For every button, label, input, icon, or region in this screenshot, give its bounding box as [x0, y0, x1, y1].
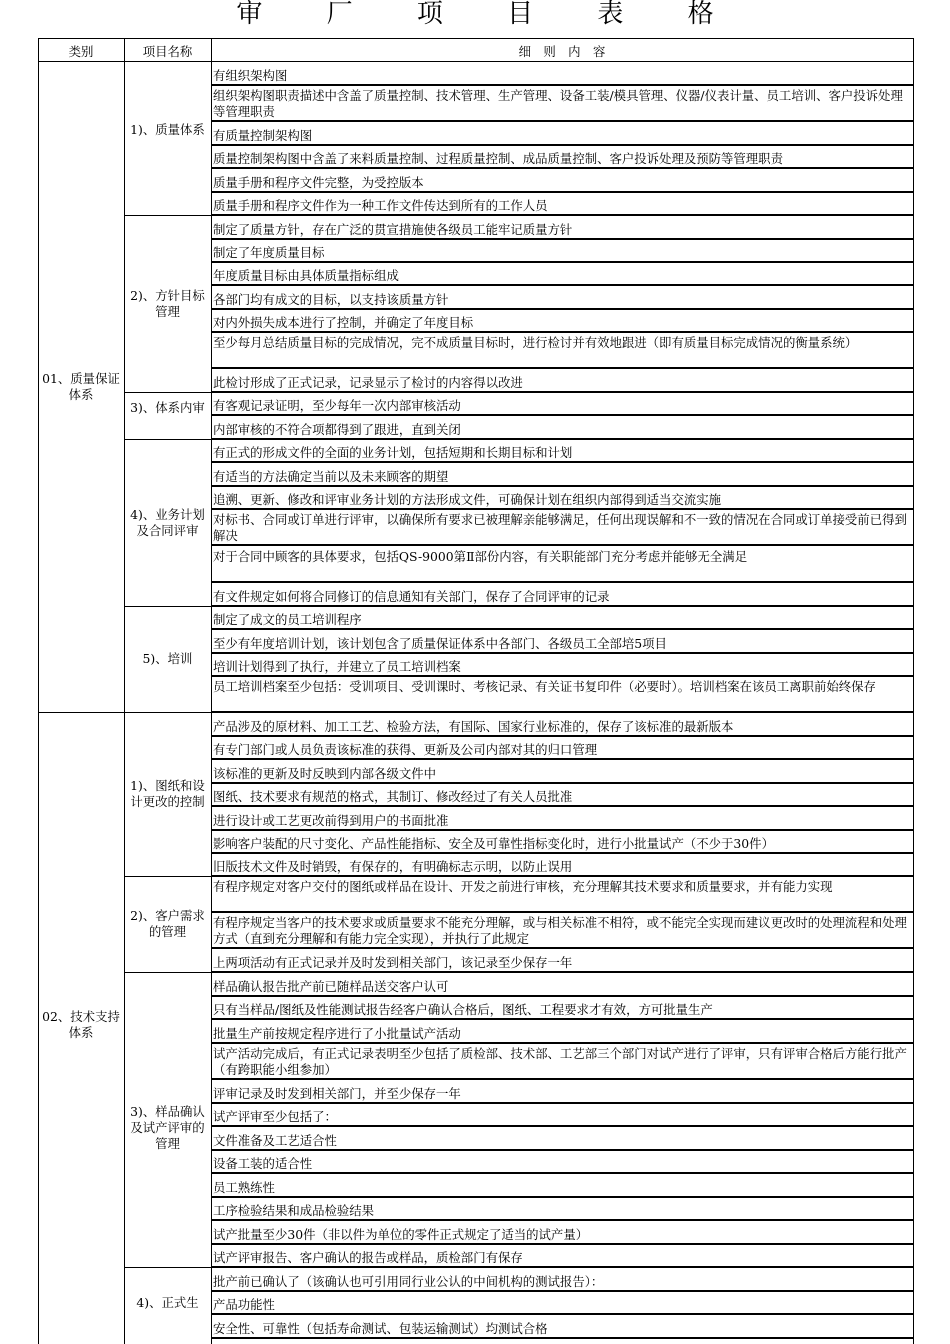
detail-row: 上两项活动有正式记录并及时发到相关部门，该记录至少保存一年 [213, 955, 573, 970]
item-divider [124, 972, 211, 973]
row-divider [211, 84, 914, 86]
row-divider [211, 735, 914, 737]
item-divider [124, 215, 211, 216]
row-divider [211, 261, 914, 263]
row-divider [211, 805, 914, 807]
detail-row: 工序检验结果和成品检验结果 [213, 1203, 375, 1218]
row-divider [211, 284, 914, 286]
item-name: 4)、正式生 [136, 1294, 199, 1310]
detail-row: 图纸、技术要求有规范的格式，其制订、修改经过了有关人员批准 [213, 789, 573, 804]
detail-row: 有组织架构图 [213, 68, 288, 83]
detail-row: 对标书、合同或订单进行评审，以确保所有要求已被理解亲能够满足，任何出现误解和不一致的情况在合同或订单接受前已得到解决 [213, 512, 907, 543]
header-divider [38, 61, 914, 62]
row-divider [211, 1219, 914, 1221]
item-name: 5)、培训 [142, 651, 193, 666]
row-divider [211, 1313, 914, 1315]
detail-row: 培训计划得到了执行，并建立了员工培训档案 [213, 659, 461, 674]
row-divider [211, 508, 914, 510]
row-divider [211, 1149, 914, 1151]
detail-row: 该标准的更新及时反映到内部各级文件中 [213, 766, 437, 781]
row-divider [211, 308, 914, 310]
detail-row: 影响客户装配的尺寸变化、产品性能指标、安全及可靠性指标变化时，进行小批量试产（不少于30件） [213, 836, 774, 851]
detail-row: 至少每月总结质量目标的完成情况，完不成质量目标时，进行检讨并有效地跟进（即有质量目标完成情况的衡量系统） [213, 335, 858, 350]
row-divider [211, 1337, 914, 1339]
detail-row: 有专门部门或人员负责该标准的获得、更新及公司内部对其的归口管理 [213, 742, 598, 757]
detail-row: 产品涉及的原材料、加工工艺、检验方法，有国际、国家行业标准的，保存了该标准的最新版本 [213, 719, 734, 734]
detail-row: 至少有年度培训计划，该计划包含了质量保证体系中各部门、各级员工全部培5项目 [213, 636, 667, 651]
border-left [38, 38, 39, 1344]
detail-row: 质量控制架构图中含盖了来料质量控制、过程质量控制、成品质量控制、客户投诉处理及预防等管理职责 [213, 151, 783, 166]
item-name: 3)、体系内审 [130, 399, 205, 415]
item-name: 3)、样品确认及试产评审的管理 [130, 1103, 205, 1151]
row-divider [211, 605, 914, 607]
category-label: 02、技术支持体系 [42, 1009, 120, 1040]
row-divider [211, 1266, 914, 1268]
detail-row: 产品功能性 [213, 1297, 275, 1312]
detail-row: 员工培训档案至少包括：受训项目、受训课时、考核记录、有关证书复印件（必要时）。培训档案在该员工离职前始终保存 [213, 679, 876, 694]
row-divider [211, 238, 914, 240]
item-name: 2)、客户需求的管理 [130, 908, 205, 939]
detail-row: 追溯、更新、修改和评审业务计划的方法形成文件，可确保计划在组织内部得到适当交流实施 [213, 492, 722, 507]
detail-row: 评审记录及时发到相关部门，并至少保存一年 [213, 1086, 461, 1101]
row-divider [211, 144, 914, 146]
detail-row: 员工熟练性 [213, 1180, 275, 1195]
detail-row: 内部审核的不符合项都得到了跟进，直到关闭 [213, 422, 461, 437]
detail-row: 质量手册和程序文件完整，为受控版本 [213, 175, 424, 190]
row-divider [211, 1125, 914, 1127]
row-divider [211, 331, 914, 333]
row-divider [211, 1172, 914, 1174]
detail-row: 有质量控制架构图 [213, 128, 313, 143]
row-divider [211, 1196, 914, 1198]
row-divider [211, 971, 914, 973]
row-divider [211, 1243, 914, 1245]
item-name: 4)、业务计划及合同评审 [130, 506, 205, 538]
detail-row: 旧版技术文件及时销毁，有保存的，有明确标志示明，以防止误用 [213, 859, 573, 874]
row-divider [211, 1018, 914, 1020]
item-name: 2)、方针目标管理 [130, 287, 205, 319]
detail-row: 对于合同中顾客的具体要求，包括QS-9000第Ⅱ部份内容，有关职能部门充分考虑并能够无全满足 [213, 549, 748, 564]
detail-row: 试产批量至少30件（非以件为单位的零件正式规定了适当的试产量） [213, 1227, 589, 1242]
detail-row: 进行设计或工艺更改前得到用户的书面批准 [213, 813, 449, 828]
row-divider [211, 461, 914, 463]
detail-row: 安全性、可靠性（包括寿命测试、包装运输测试）均测试合格 [213, 1321, 548, 1336]
row-divider [211, 782, 914, 784]
row-divider [211, 485, 914, 487]
detail-row: 有文件规定如何将合同修订的信息通知有关部门，保存了合同评审的记录 [213, 589, 610, 604]
row-divider [211, 675, 914, 677]
row-divider [211, 995, 914, 997]
detail-row: 制定了质量方针，存在广泛的贯宣措施使各级员工能牢记质量方针 [213, 222, 573, 237]
row-divider [211, 628, 914, 630]
detail-row: 各部门均有成文的目标，以支持该质量方针 [213, 292, 449, 307]
detail-row: 制定了成文的员工培训程序 [213, 612, 362, 627]
page-title: 审 厂 项 目 表 格 [236, 0, 742, 29]
row-divider [211, 1042, 914, 1044]
detail-row: 有客观记录证明，至少每年一次内部审核活动 [213, 398, 461, 413]
border-top [38, 38, 914, 39]
item-divider [124, 1267, 211, 1268]
header-category: 类别 [68, 44, 94, 59]
row-divider [211, 581, 914, 583]
detail-row: 文件准备及工艺适合性 [213, 1133, 337, 1148]
item-name: 1)、图纸和设计更改的控制 [130, 778, 205, 809]
detail-row: 此检讨形成了正式记录，记录显示了检讨的内容得以改进 [213, 375, 523, 390]
detail-row: 有程序规定当客户的技术要求或质量要求不能充分理解，或与相关标准不相符，或不能完全实现而建议更改时的处理流程和处理方式（直到充分理解和有能力完全实现），并执行了此规定 [213, 915, 907, 946]
detail-row: 年度质量目标由具体质量指标组成 [213, 268, 399, 283]
detail-row: 批产前已确认了（该确认也可引用同行业公认的中间机构的测试报告）： [213, 1274, 604, 1289]
detail-row: 样品确认报告批产前已随样品送交客户认可 [213, 979, 449, 994]
row-divider [211, 167, 914, 169]
row-divider [211, 214, 914, 216]
row-divider [211, 652, 914, 654]
row-divider [211, 438, 914, 440]
item-divider [124, 712, 211, 713]
category-divider [38, 712, 124, 713]
row-divider [211, 829, 914, 831]
row-divider [211, 120, 914, 122]
detail-row: 组织架构图职责描述中含盖了质量控制、技术管理、生产管理、设备工装/模具管理、仪器/仪表计量、员工培训、客户投诉处理等管理职责 [213, 88, 903, 119]
row-divider [211, 191, 914, 193]
detail-row: 试产评审报告、客户确认的报告或样品，质检部门有保存 [213, 1250, 523, 1265]
detail-row: 设备工装的适合性 [213, 1156, 313, 1171]
detail-row: 只有当样品/图纸及性能测试报告经客户确认合格后，图纸、工程要求才有效，方可批量生产 [213, 1002, 713, 1017]
row-divider [211, 711, 914, 713]
item-divider [124, 876, 211, 877]
row-divider [211, 758, 914, 760]
item-divider [124, 392, 211, 393]
category-label: 01、质量保证体系 [42, 370, 120, 402]
row-divider [211, 1290, 914, 1292]
row-divider [211, 544, 914, 546]
detail-row: 有正式的形成文件的全面的业务计划，包括短期和长期目标和计划 [213, 445, 573, 460]
row-divider [211, 947, 914, 949]
detail-row: 试产评审至少包括了： [213, 1109, 337, 1124]
header-item-name: 项目名称 [142, 44, 193, 59]
detail-row: 有程序规定对客户交付的图纸或样品在设计、开发之前进行审核，充分理解其技术要求和质量要求，并有能力实现 [213, 879, 833, 894]
detail-row: 对内外损失成本进行了控制，并确定了年度目标 [213, 315, 474, 330]
row-divider [211, 852, 914, 854]
row-divider [211, 1078, 914, 1080]
detail-row: 有适当的方法确定当前以及未来顾客的期望 [213, 469, 449, 484]
item-name: 1)、质量体系 [130, 122, 205, 137]
header-detail-content: 细 则 内 容 [518, 44, 606, 59]
detail-row: 制定了年度质量目标 [213, 245, 325, 260]
row-divider [211, 875, 914, 877]
item-divider [124, 439, 211, 440]
row-divider [211, 911, 914, 913]
row-divider [211, 391, 914, 393]
item-divider [124, 606, 211, 607]
detail-row: 质量手册和程序文件作为一种工作文件传达到所有的工作人员 [213, 198, 548, 213]
row-divider [211, 1102, 914, 1104]
detail-row: 试产活动完成后，有正式记录表明至少包括了质检部、技术部、工艺部三个部门对试产进行了评审，只有评审合格后方能行批产（有跨职能小组参加） [213, 1046, 907, 1077]
detail-row: 批量生产前按规定程序进行了小批量试产活动 [213, 1026, 461, 1041]
row-divider [211, 367, 914, 369]
column-divider [124, 38, 125, 1344]
row-divider [211, 414, 914, 416]
